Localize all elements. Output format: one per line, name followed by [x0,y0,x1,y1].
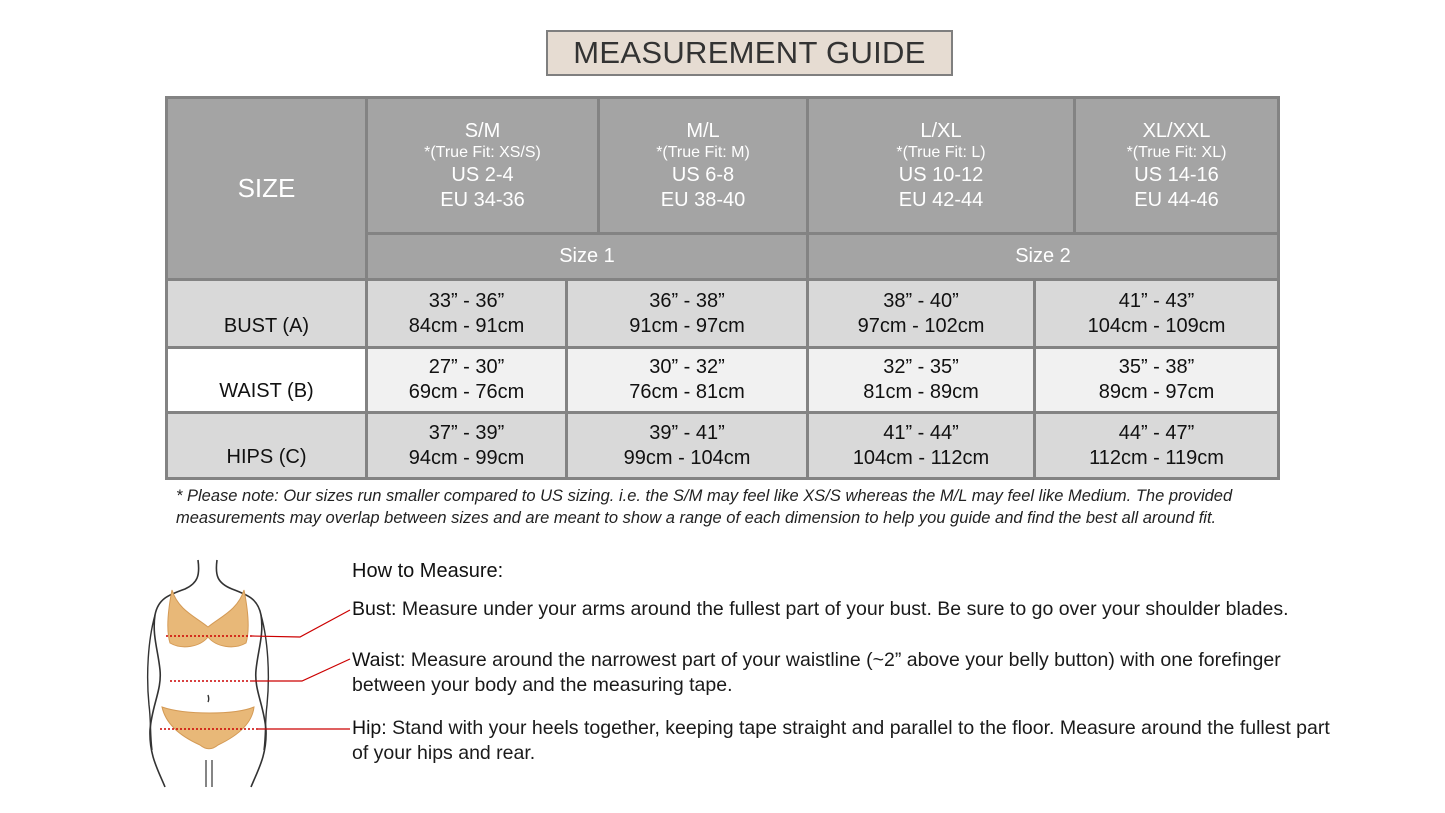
size-true-fit: *(True Fit: L) [896,143,986,161]
size-us: US 14-16 [1134,163,1219,186]
bust-label: Bust: [352,598,397,620]
row-label: HIPS (C) [226,446,307,468]
inch-range: 38” - 40” [883,289,959,312]
size-name: L/XL [920,119,962,142]
page-title: MEASUREMENT GUIDE [546,30,953,76]
size-true-fit: *(True Fit: XS/S) [424,143,541,161]
size-group-1 [365,232,809,281]
cm-range: 97cm - 102cm [857,314,985,337]
table-cell [806,411,1036,480]
size-label: SIZE [237,173,296,203]
inch-range: 33” - 36” [428,289,505,312]
hip-label: Hip: [352,717,387,739]
cm-range: 89cm - 97cm [1098,381,1215,403]
table-cell [1033,278,1280,349]
cm-range: 76cm - 81cm [629,381,745,403]
cm-range: 84cm - 91cm [408,314,525,337]
waist-text: Measure around the narrowest part of your waistline (~2” above your belly button) with one forefinger between your body and the measuring tape. [352,649,1281,696]
size-eu: EU 34-36 [440,188,525,211]
size-group-2 [806,232,1280,281]
table-cell [565,411,809,480]
table-cell [365,346,568,414]
size-true-fit: *(True Fit: M) [656,143,750,161]
table-cell [565,278,809,349]
size-header-ml [597,96,809,235]
size-name: XL/XXL [1142,119,1211,142]
inch-range: 36” - 38” [649,289,725,312]
inch-range: 41” - 44” [883,421,959,444]
inch-range: 44” - 47” [1118,421,1195,444]
table-cell [806,278,1036,349]
inch-range: 37” - 39” [428,421,505,444]
inch-range: 41” - 43” [1118,289,1195,312]
cm-range: 99cm - 104cm [623,446,751,469]
cm-range: 112cm - 119cm [1089,446,1224,469]
table-cell [365,278,568,349]
cm-range: 69cm - 76cm [408,381,525,403]
row-label-hips [165,411,368,480]
inch-range: 32” - 35” [883,356,959,378]
size-eu: EU 44-46 [1134,188,1219,211]
size-header-lxl [806,96,1076,235]
size-header-cell [165,96,368,281]
size-us: US 10-12 [898,163,984,186]
sizing-note: * Please note: Our sizes run smaller compared to US sizing. i.e. the S/M may feel like XS/S whereas the M/L may feel like Medium. The provided measurements may overlap between sizes and are meant to show a range of each dimension to help you guide and find the best all around fit. [176,487,1233,527]
how-to-waist [352,648,1342,698]
cm-range: 94cm - 99cm [408,446,525,469]
bust-text: Measure under your arms around the fullest part of your bust. Be sure to go over your shoulder blades. [396,598,1289,620]
size-header-xlxxl [1073,96,1280,235]
row-label: BUST (A) [223,315,310,337]
inch-range: 27” - 30” [428,356,505,378]
table-cell [1033,346,1280,414]
cm-range: 104cm - 112cm [852,446,990,469]
hip-text: Stand with your heels together, keeping tape straight and parallel to the floor. Measure around the fullest part of your hips and rear. [352,717,1330,764]
table-cell [1033,411,1280,480]
size-header-sm [365,96,600,235]
row-label: WAIST (B) [219,380,314,402]
table-cell [806,346,1036,414]
size-eu: EU 42-44 [898,188,984,211]
size-true-fit: *(True Fit: XL) [1126,143,1227,161]
size-us: US 6-8 [671,163,735,186]
body-figure-illustration [140,555,360,790]
how-to-measure-title: How to Measure: [352,560,504,582]
size-us: US 2-4 [451,163,514,186]
size-group-label: Size 1 [559,245,615,267]
size-eu: EU 38-40 [660,188,746,211]
size-name: S/M [464,119,501,142]
size-group-label: Size 2 [1015,245,1071,267]
inch-range: 39” - 41” [649,421,725,444]
table-cell [365,411,568,480]
row-label-bust [165,278,368,349]
waist-label: Waist: [352,649,406,671]
inch-range: 30” - 32” [649,356,725,378]
how-to-bust [352,597,1342,622]
inch-range: 35” - 38” [1118,356,1195,378]
cm-range: 104cm - 109cm [1087,314,1226,337]
how-to-hip [352,716,1342,766]
cm-range: 81cm - 89cm [863,381,979,403]
cm-range: 91cm - 97cm [629,314,745,337]
row-label-waist [165,346,368,414]
table-cell [565,346,809,414]
size-name: M/L [686,119,720,142]
